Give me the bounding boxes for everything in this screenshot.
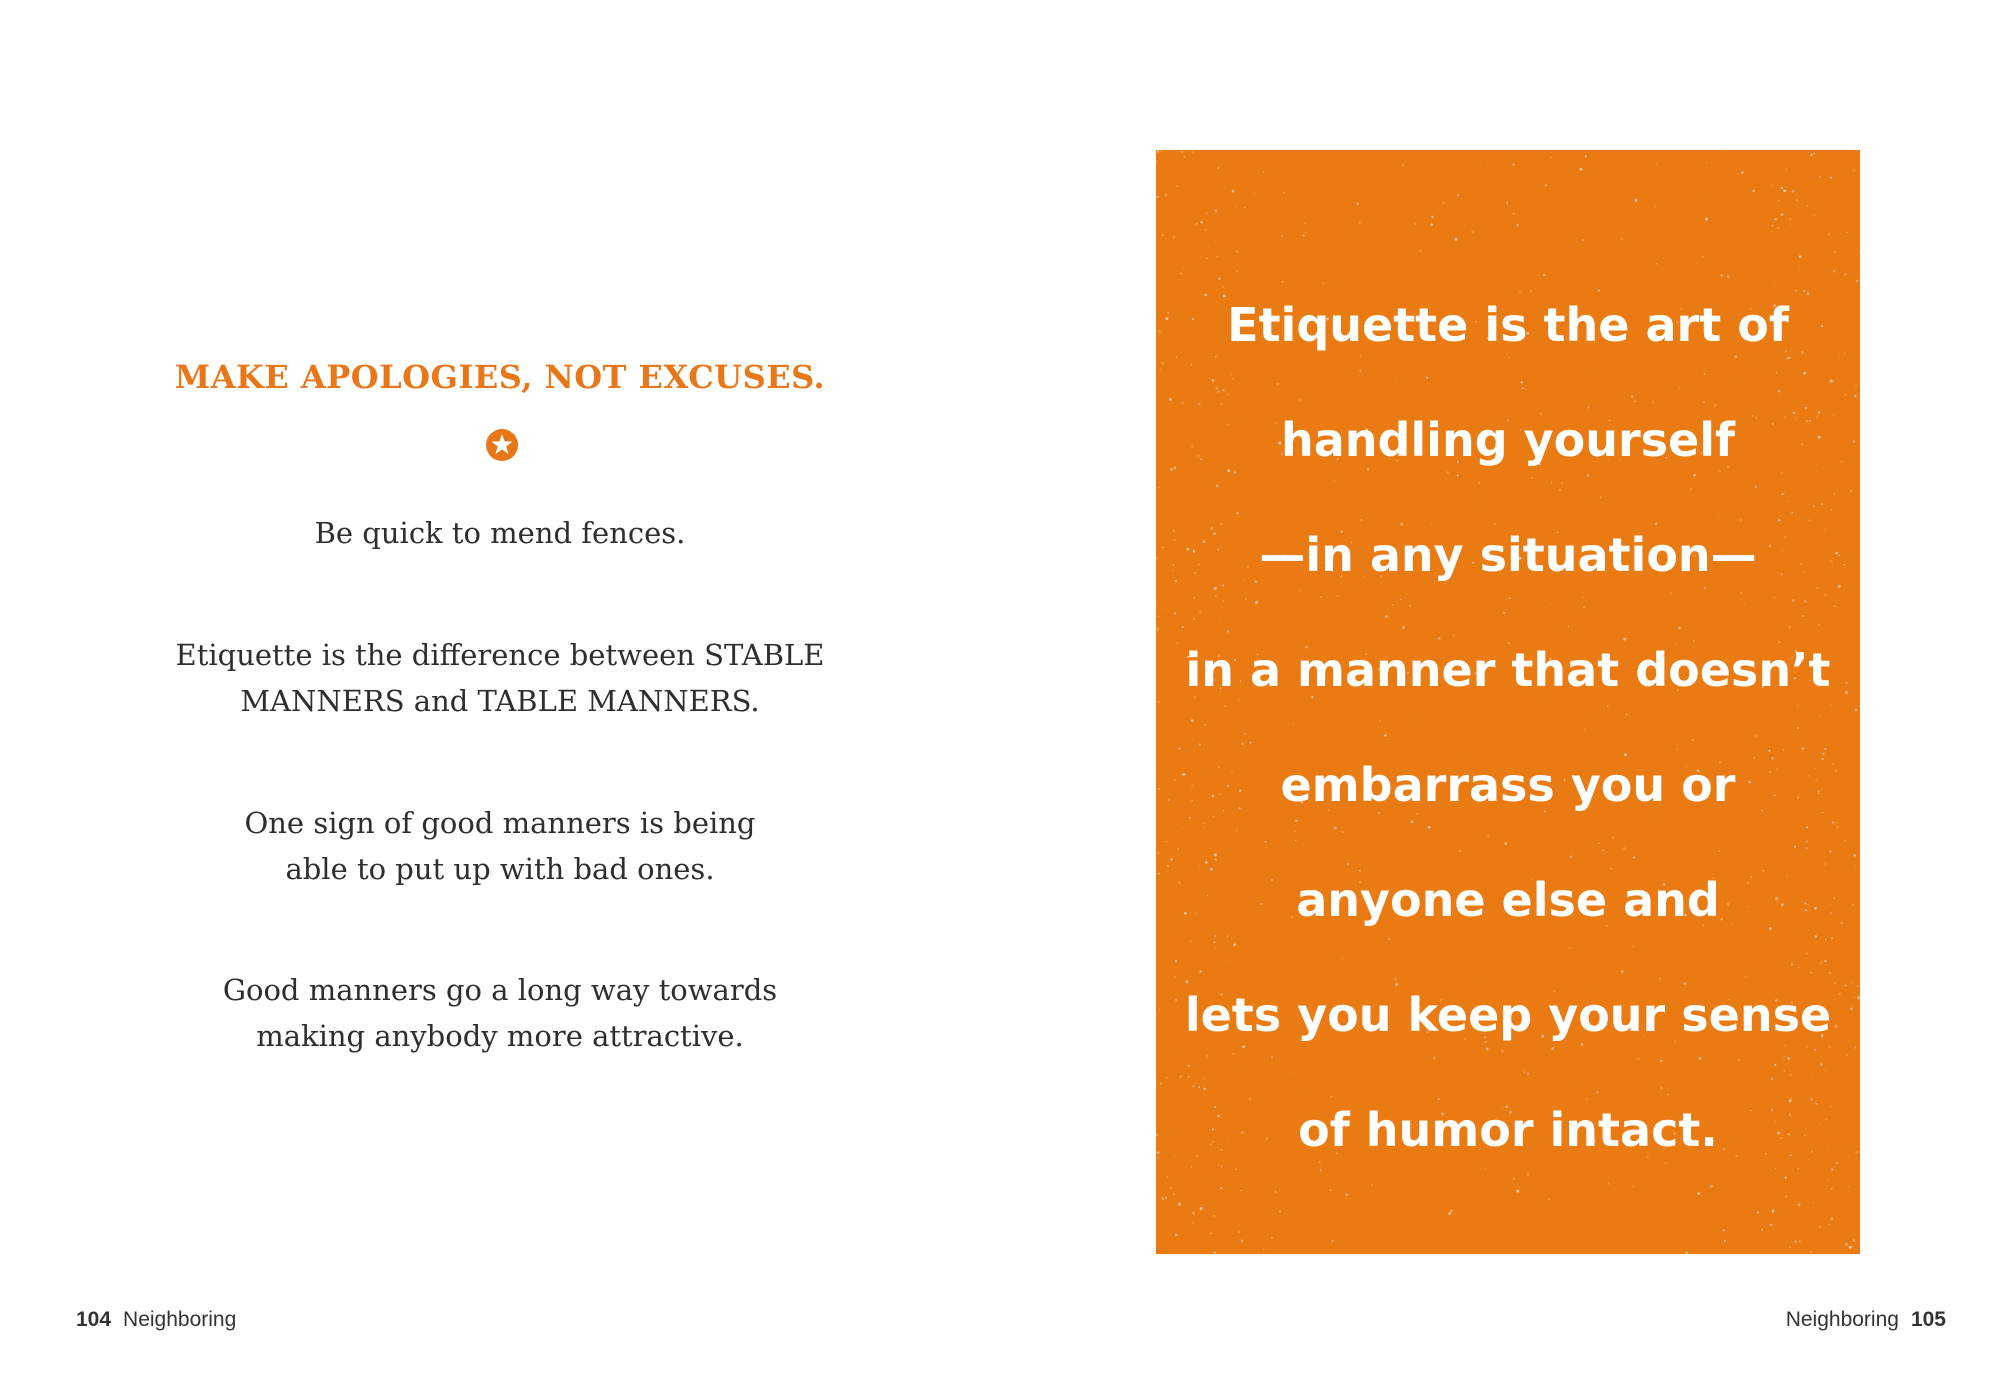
speckle-dot xyxy=(1845,1243,1848,1246)
speckle-dot xyxy=(1263,1248,1264,1249)
speckle-dot xyxy=(1175,1234,1178,1237)
orange-quote-panel xyxy=(1156,150,1860,1254)
speckle-dot xyxy=(1253,193,1254,194)
speckle-dot xyxy=(1697,1192,1700,1195)
speckle-dot xyxy=(1705,218,1708,221)
speckle-dot xyxy=(1415,223,1417,225)
speckle-dot xyxy=(1420,250,1422,252)
speckle-dot xyxy=(1455,238,1458,241)
speckle-dot xyxy=(1509,159,1510,160)
speckle-dot xyxy=(1242,188,1243,189)
speckle-dot xyxy=(1772,1211,1774,1213)
speckle-dot xyxy=(1206,213,1207,214)
quote-line: Be quick to mend fences. xyxy=(314,516,686,550)
speckle-dot xyxy=(1402,164,1405,167)
speckle-dot xyxy=(1192,1223,1193,1224)
speckle-dot xyxy=(1430,223,1433,226)
speckle-dot xyxy=(1738,173,1739,174)
speckle-dot xyxy=(1168,189,1169,190)
speckle-dot xyxy=(1785,1196,1787,1198)
speckle-dot xyxy=(1178,1203,1181,1206)
speckle-dot xyxy=(1161,1196,1162,1197)
speckle-dot xyxy=(1181,151,1183,153)
speckle-dot xyxy=(1173,1193,1175,1195)
speckle-dot xyxy=(1545,184,1547,186)
speckle-dot xyxy=(1210,1233,1212,1235)
speckle-dot xyxy=(1431,216,1434,219)
speckle-dot xyxy=(1752,189,1755,192)
quote-line: making anybody more attractive. xyxy=(256,1019,744,1053)
speckle-dot xyxy=(1702,256,1704,258)
speckle-dot xyxy=(1200,1207,1203,1210)
speckle-dot xyxy=(1507,202,1509,204)
speckle-dot xyxy=(1781,213,1784,216)
speckle-dot xyxy=(1706,162,1707,163)
section-name-left: Neighboring xyxy=(123,1308,237,1331)
speckle-dot xyxy=(1196,223,1197,224)
speckle-dot xyxy=(1238,1230,1241,1233)
speckle-dot xyxy=(1620,238,1623,241)
speckle-dot xyxy=(1741,172,1743,174)
speckle-dot xyxy=(1580,168,1583,171)
speckle-dot xyxy=(1790,225,1791,226)
speckle-dot xyxy=(1305,232,1306,233)
speckle-dot xyxy=(1810,1251,1812,1253)
speckle-dot xyxy=(1513,213,1514,214)
quote-attractive xyxy=(100,967,900,1059)
speckle-dot xyxy=(1813,214,1815,216)
speckle-dot xyxy=(1162,1198,1164,1200)
quote-line: of humor intact. xyxy=(1298,1103,1718,1157)
speckle-dot xyxy=(1813,1202,1814,1203)
quote-line: able to put up with bad ones. xyxy=(285,852,715,886)
speckle-dot xyxy=(1549,1199,1550,1200)
speckle-dot xyxy=(1852,1239,1855,1242)
speckle-dot xyxy=(1480,162,1481,163)
speckle-dot xyxy=(1779,205,1780,206)
speckle-dot xyxy=(1799,1241,1800,1242)
speckle-dot xyxy=(1157,196,1159,198)
speckle-dot xyxy=(1799,255,1802,258)
speckle-dot xyxy=(1725,150,1727,151)
speckle-dot xyxy=(1551,157,1552,158)
speckle-dot xyxy=(1359,222,1361,224)
quote-line: Etiquette is the art of xyxy=(1227,298,1789,352)
quote-line: Etiquette is the difference between STABLE xyxy=(175,638,825,672)
speckle-dot xyxy=(1244,207,1245,208)
page-number-right: 105 xyxy=(1910,1308,1946,1331)
speckle-dot xyxy=(1213,1215,1214,1216)
speckle-dot xyxy=(1790,218,1791,219)
speckle-dot xyxy=(1224,186,1225,187)
speckle-dot xyxy=(1722,1229,1725,1232)
section-heading: MAKE APOLOGIES, NOT EXCUSES. xyxy=(174,358,826,396)
speckle-dot xyxy=(1241,1240,1244,1243)
speckle-dot xyxy=(1214,209,1217,212)
speckle-dot xyxy=(1162,234,1164,236)
speckle-dot xyxy=(1698,193,1699,194)
speckle-dot xyxy=(1724,1240,1726,1242)
speckle-dot xyxy=(1853,169,1855,171)
quote-line: handling yourself xyxy=(1280,413,1736,467)
speckle-dot xyxy=(1471,230,1474,233)
speckle-dot xyxy=(1835,251,1836,252)
speckle-dot xyxy=(1656,164,1657,165)
speckle-dot xyxy=(1217,168,1219,170)
page-number-left: 104 xyxy=(76,1308,112,1331)
speckle-dot xyxy=(1830,1223,1831,1224)
speckle-dot xyxy=(1283,192,1285,194)
speckle-dot xyxy=(1156,161,1157,163)
speckle-dot xyxy=(1357,203,1359,205)
speckle-dot xyxy=(1332,1240,1334,1242)
speckle-dot xyxy=(1846,232,1847,233)
speckle-dot xyxy=(1200,221,1203,224)
speckle-dot xyxy=(1777,227,1779,229)
speckle-dot xyxy=(1829,1224,1830,1225)
speckle-dot xyxy=(1634,199,1637,202)
speckle-dot xyxy=(1778,200,1780,202)
speckle-dot xyxy=(1303,235,1305,237)
speckle-dot xyxy=(1516,224,1519,227)
quote-line: MANNERS and TABLE MANNERS. xyxy=(240,684,760,718)
speckle-dot xyxy=(1240,1190,1242,1192)
speckle-dot xyxy=(1830,1217,1833,1220)
quote-mend-fences xyxy=(100,510,900,556)
speckle-dot xyxy=(1235,206,1236,207)
speckle-dot xyxy=(1770,1224,1773,1227)
speckle-dot xyxy=(1191,150,1194,153)
speckle-dot xyxy=(1157,150,1159,152)
speckle-dot xyxy=(1685,1251,1688,1254)
left-folio xyxy=(76,1308,236,1332)
speckle-dot xyxy=(1851,1246,1853,1248)
speckle-dot xyxy=(1165,190,1166,191)
speckle-dot xyxy=(1789,1246,1791,1248)
speckle-dot xyxy=(1792,190,1795,193)
speckle-dot xyxy=(1813,152,1815,154)
speckle-dot xyxy=(1160,150,1162,152)
quote-line: anyone else and xyxy=(1296,873,1720,927)
speckle-dot xyxy=(1819,176,1821,178)
speckle-dot xyxy=(1761,1229,1763,1231)
speckle-dot xyxy=(1354,232,1355,233)
quote-line: embarrass you or xyxy=(1280,758,1736,812)
speckle-dot xyxy=(1173,236,1175,238)
speckle-dot xyxy=(1820,1226,1821,1227)
speckle-dot xyxy=(1279,1210,1282,1213)
quote-stable-manners xyxy=(100,632,900,724)
speckle-dot xyxy=(1796,199,1798,201)
speckle-dot xyxy=(1774,218,1777,221)
speckle-dot xyxy=(1757,1211,1759,1213)
speckle-dot xyxy=(1798,259,1799,260)
speckle-dot xyxy=(1216,255,1218,257)
etiquette-quote xyxy=(1156,268,1860,1188)
speckle-dot xyxy=(1781,187,1783,189)
speckle-dot xyxy=(1330,1189,1332,1191)
speckle-dot xyxy=(1304,223,1306,225)
speckle-dot xyxy=(1831,1188,1833,1190)
speckle-dot xyxy=(1655,206,1656,207)
speckle-dot xyxy=(1205,229,1206,230)
speckle-dot xyxy=(1275,1191,1277,1193)
quote-line: —in any situation— xyxy=(1259,528,1757,582)
speckle-dot xyxy=(1771,225,1773,227)
right-folio xyxy=(1786,1308,1946,1332)
speckle-dot xyxy=(1786,169,1787,170)
speckle-dot xyxy=(1214,1251,1216,1253)
quote-line: lets you keep your sense xyxy=(1184,988,1832,1042)
speckle-dot xyxy=(1448,1212,1451,1215)
speckle-dot xyxy=(1232,190,1235,193)
quote-line: in a manner that doesn’t xyxy=(1185,643,1831,697)
speckle-dot xyxy=(1346,1194,1348,1196)
speckle-dot xyxy=(1192,1212,1195,1215)
speckle-dot xyxy=(1796,193,1797,194)
speckle-dot xyxy=(1165,193,1168,196)
speckle-dot xyxy=(1263,171,1265,173)
speckle-dot xyxy=(1165,1196,1167,1198)
quote-line: One sign of good manners is being xyxy=(244,806,756,840)
speckle-dot xyxy=(1516,1190,1519,1193)
speckle-dot xyxy=(1772,185,1773,186)
speckle-dot xyxy=(1656,263,1657,264)
speckle-dot xyxy=(1281,235,1283,237)
speckle-dot xyxy=(1811,154,1813,156)
speckle-dot xyxy=(1457,194,1460,197)
speckle-dot xyxy=(1859,251,1860,252)
speckle-dot xyxy=(1794,1241,1796,1243)
speckle-dot xyxy=(1450,1210,1452,1212)
quote-good-manners-sign xyxy=(100,800,900,892)
speckle-dot xyxy=(1443,202,1444,203)
speckle-dot xyxy=(1830,177,1832,179)
quote-line: Good manners go a long way towards xyxy=(222,973,778,1007)
speckle-dot xyxy=(1828,233,1830,235)
section-name-right: Neighboring xyxy=(1785,1308,1899,1331)
star-circle-icon xyxy=(485,428,519,462)
speckle-dot xyxy=(1798,1203,1801,1206)
speckle-dot xyxy=(1512,163,1515,166)
speckle-dot xyxy=(1585,155,1587,157)
speckle-dot xyxy=(1176,185,1177,186)
speckle-dot xyxy=(1783,190,1786,193)
speckle-dot xyxy=(1806,205,1808,207)
speckle-dot xyxy=(1215,240,1216,241)
speckle-dot xyxy=(1206,257,1208,259)
speckle-dot xyxy=(1236,250,1238,252)
speckle-dot xyxy=(1582,239,1585,242)
speckle-dot xyxy=(1271,1237,1273,1239)
speckle-dot xyxy=(1183,156,1185,158)
